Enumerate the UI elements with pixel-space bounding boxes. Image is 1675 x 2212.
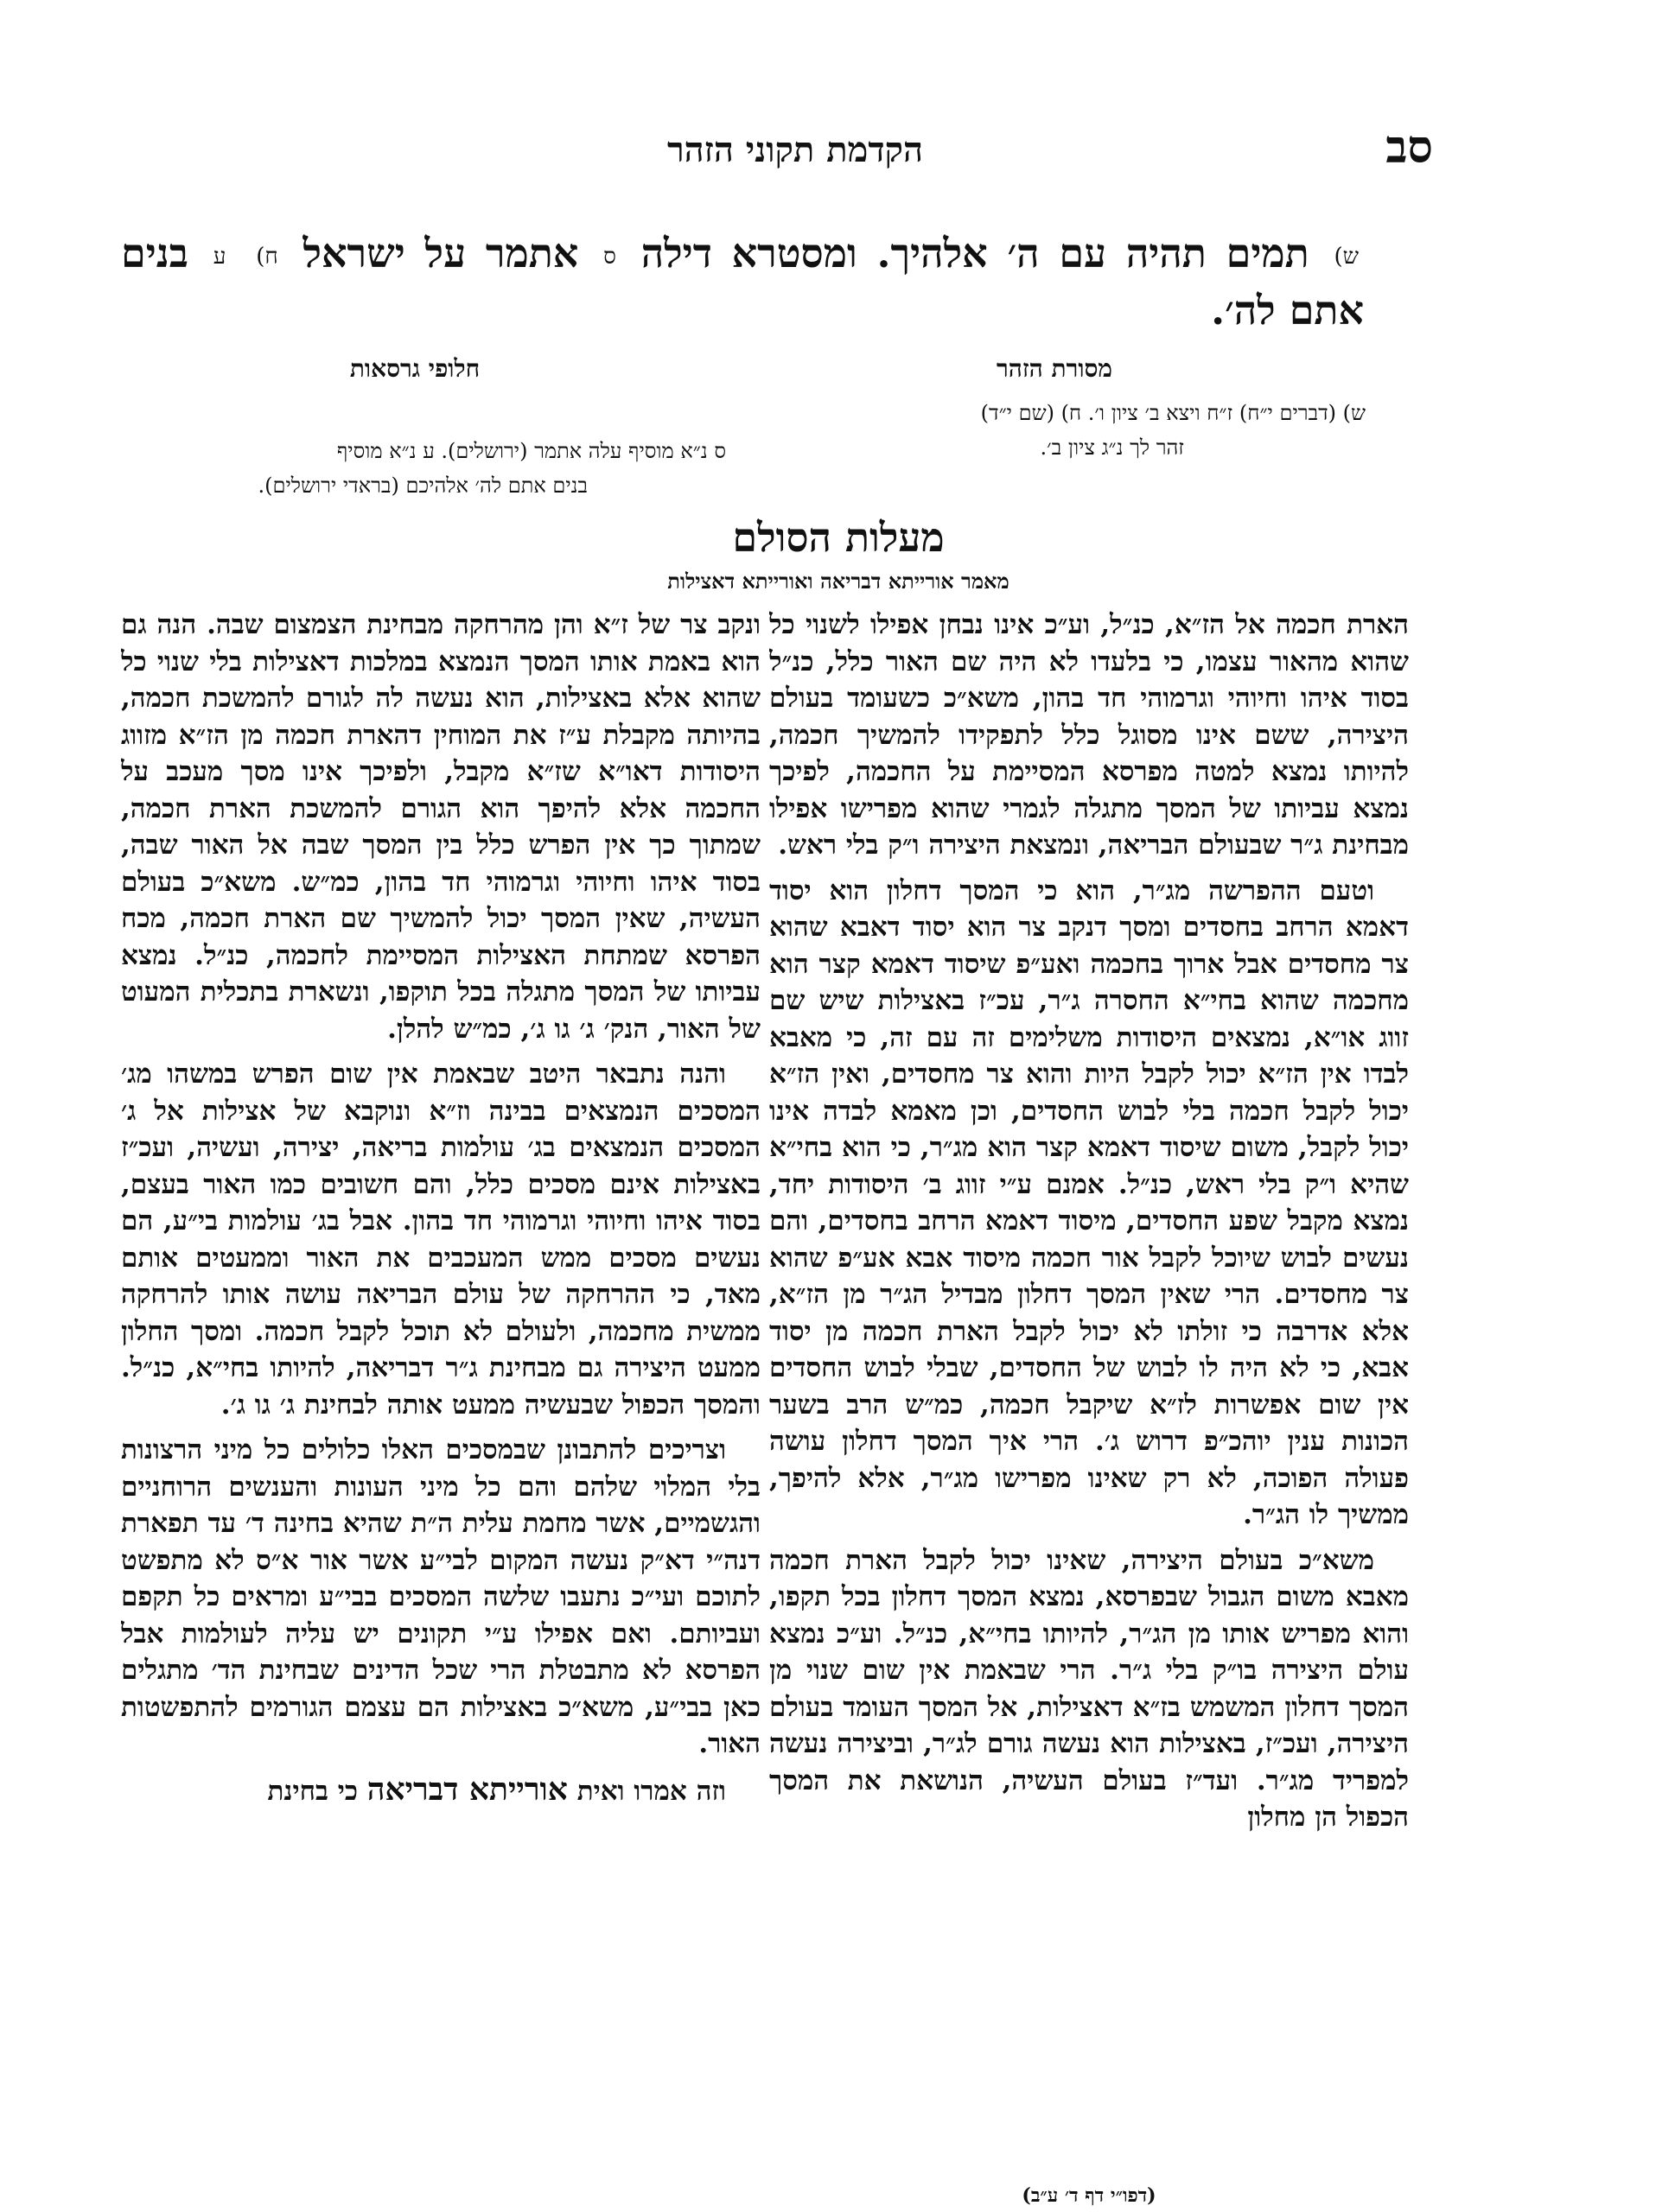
note-mark-shin: ש)	[1334, 244, 1360, 270]
running-title: הקדמת תקוני הזהר	[667, 130, 923, 170]
quoted-phrase: אורייתא דבריאה	[366, 1770, 568, 1808]
commentary-title: מעלות הסולם	[732, 514, 945, 561]
commentary-paragraph: ונקב צר של ז״א והן מהרחקה מבחינת הצמצום שבה. הנה גם הוא באמת אותו המסך הנמצא במלכות דאצילות בלי שנוי כל שהוא אלא באצילות, הוא נעשה לה לגורם להמשכת חכמה, בהיותה מקבלת ע״ז את המוחין דהארת חכמה מן הז״א מזווג היסודות דאו״א שז״א מקבל, ולפיכך אינו מסך מעכב על החכמה אלא להיפך הוא הגורם להמשכת הארת חכמה, שמתוך כך אין הפרש כלל בין המסך שבה אל האור שבה, בסוד איהו וחיוהי וגרמוהי חד בהון, כמ״ש. משא״כ בעולם העשיה, שאין המסך יכול להמשיך שם הארת חכמה, מכח הפרסא שמתחת האצילות המסיימת לחכמה, כנ״ל. נמצא עביותו של המסך מתגלה בכל תוקפו, ונשארת בתכלית המעוט של האור, הנק׳ ג׳ גו ג׳, כמ״ש להלן.	[121, 609, 761, 1045]
page-number: סב	[1385, 121, 1433, 174]
verse-part-3: בנים אתם לה׳.	[121, 230, 1364, 334]
verse-part-1: תמים תהיה עם ה׳ אלהיך. ומסטרא דילה	[640, 230, 1309, 276]
commentary-paragraph: וצריכים להתבונן שבמסכים האלו כלולים כל מיני הרצונות בלי המלוי שלהם והם כל מיני העונות והענשים הרוחניים והגשמיים, אשר מחמת עלית ה״ת שהיא בחינה ד׳ עד תפארת דנה״י דא״ק נעשה המקום לבי״ע אשר אור א״ס לא מתפשט לתוכם ועי״כ נתעבו שלשה המסכים בבי״ע ומראים כל תקפם ועביותם. ואם אפילו ע״י תקונים יש עליה לעולמות אבל הפרסא לא מתבטלת הרי שכל הדינים שבחינת הד׳ מתגלים כאן בבי״ע, משא״כ באצילות הם עצמם הגורמים להתפשטות האור.	[121, 1434, 761, 1759]
variant-line: בנים אתם לה׳ אלהיכם (בראדי ירושלים).	[258, 474, 588, 498]
variants-title: חלופי גרסאות	[349, 354, 481, 383]
masoret-line: ש) (דברים י״ח) ז״ח ויצא ב׳ ציון ו׳. ח) (שם י״ד)	[980, 401, 1366, 425]
masoret-title: מסורת הזהר	[996, 354, 1113, 383]
commentary-column-right	[769, 607, 1409, 2186]
commentary-column-left	[121, 607, 761, 2186]
folio-reference: (דפו״י דף ד׳ ע״ב)	[1022, 2184, 1156, 2207]
note-mark-samekh: ס	[603, 244, 616, 270]
variant-readings	[121, 434, 726, 503]
commentary-paragraph: וטעם ההפרשה מג״ר, הוא כי המסך דחלון הוא יסוד דאמא הרחב בחסדים ומסך דנקב צר הוא יסוד דאבא שהוא צר מחסדים אבל ארוך בחכמה ואע״פ שיסוד דאמא קצר הוא מחכמה שהוא בחי״א החסרה ג״ר, עכ״ז באצילות שיש שם זווג או״א, נמצאים היסודות משלימים זה עם זה, כי מאבא לבדו אין הז״א יכול לקבל היות והוא צר מחסדים, ואין הז״א יכול לקבל חכמה בלי לבוש החסדים, וכן מאמא לבדה אינו יכול לקבל, משום שיסוד דאמא קצר הוא מג״ר, כי הוא בחי״א שהיא ו״ק בלי ראש, כנ״ל. אמנם ע״י זווג ב׳ היסודות יחד, נמצא מקבל שפע החסדים, מיסוד דאמא הרחב בחסדים, והם נעשים לבוש שיוכל לקבל אור חכמה מיסוד אבא אע״פ שהוא צר מחסדים. הרי שאין המסך דחלון מבדיל הג״ר מן הז״א, אלא אדרבה כי זולתו לא יכול לקבל הארת חכמה מן יסוד אבא, כי לא היה לו לבוש של החסדים, שבלי לבוש החסדים אין שום אפשרות לז״א שיקבל חכמה, כמ״ש הרב בשער הכונות ענין יוהכ״פ דרוש ג׳. הרי איך המסך דחלון עושה פעולה הפוכה, לא רק שאינו מפרישו מג״ר, אלא להיפך, ממשיך לו הג״ר.	[769, 874, 1409, 1530]
commentary-paragraph	[121, 1771, 761, 1810]
verse-part-2: אתמר על ישראל	[303, 230, 579, 276]
note-mark-het: ח)	[256, 244, 278, 270]
commentary-paragraph: הארת חכמה אל הז״א, כנ״ל, וע״כ אינו נבחן אפילו לשנוי כל שהוא מהאור עצמו, כי בלעדו לא היה שם האור כלל, כנ״ל בסוד איהו וחיוהי וגרמוהי חד בהון, משא״כ כשעומד בעולם היצירה, ששם אינו מסוגל כלל לתפקידו להמשיך חכמה, להיותו נמצא למטה מפרסא המסיימת על החכמה, לפיכך נמצא עביותו של המסך מתגלה לגמרי שהוא מפרישו אפילו מבחינת ג״ר שבעולם הבריאה, ונמצאת היצירה ו״ק בלי ראש.	[769, 609, 1409, 861]
commentary-subtitle: מאמר אורייתא דבריאה ואורייתא דאצילות	[667, 569, 1009, 594]
commentary-paragraph: משא״כ בעולם היצירה, שאינו יכול לקבל הארת חכמה מאבא משום הגבול שבפרסא, נמצא המסך דחלון בכל תקפו, והוא מפריש אותו מן הג״ר, להיותו בחי״א, כנ״ל. וע״כ נמצא עולם היצירה בו״ק בלי ג״ר. הרי שבאמת אין שום שנוי מן המסך דחלון המשמש בז״א דאצילות, אל המסך העומד בעולם היצירה, ועכ״ז, באצילות הוא נעשה גורם לג״ר, וביצירה נעשה למפריד מג״ר. ועד״ז בעולם העשיה, הנושאת את המסך הכפול הן מחלון	[769, 1544, 1409, 1833]
note-mark-ayin: ע	[213, 244, 226, 270]
paragraph-lead: וזה אמרו ואית	[576, 1775, 726, 1807]
zohar-main-text	[121, 226, 1364, 337]
variant-line: ס נ״א מוסיף עלה אתמר (ירושלים). ע נ״א מוסיף	[336, 439, 726, 463]
paragraph-continuation: כי בחינת	[267, 1775, 358, 1807]
masoret-notes	[761, 396, 1366, 465]
masoret-line: זהר לך נ״ג ציון ב׳.	[1040, 435, 1184, 460]
commentary-paragraph: והנה נתבאר היטב שבאמת אין שום הפרש במשהו מג׳ המסכים הנמצאים בבינה וז״א ונוקבא של אצילות אל ג׳ המסכים הנמצאים בג׳ עולמות בריאה, יצירה, ועשיה, ועכ״ז באצילות אינם מסכים כלל, והם חשובים כמו האור בעצם, בסוד איהו וחיוהי וגרמוהי חד בהון. אבל בג׳ עולמות בי״ע, הם נעשים מסכים ממש המעכבים את האור וממעטים אותם מאד, כי ההרחקה של עולם הבריאה עושה אותו להרחקה ממשית מחכמה, ולעולם לא תוכל לקבל חכמה. ומסך החלון ממעט היצירה גם מבחינת ג״ר דבריאה, להיותו בחי״א, כנ״ל. והמסך הכפול שבעשיה ממעט אותה לבחינת ג׳ גו ג׳.	[121, 1058, 761, 1421]
